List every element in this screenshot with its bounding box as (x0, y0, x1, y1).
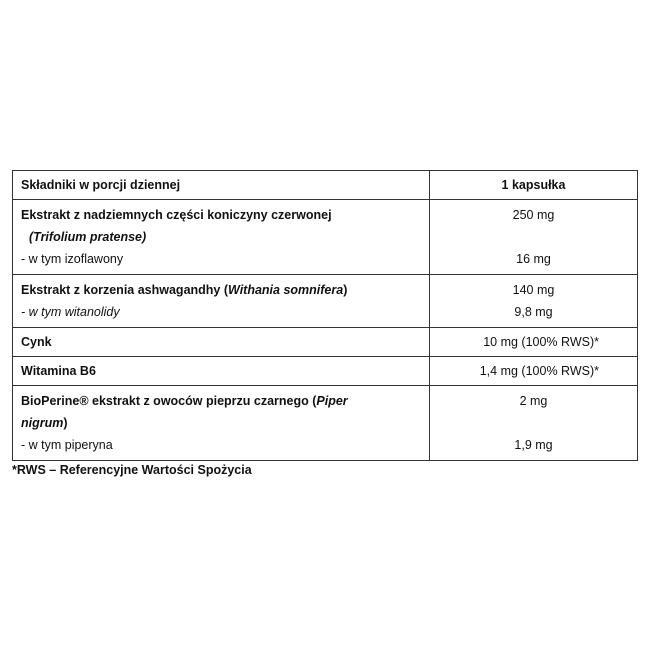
ingredient-name-line (21, 390, 421, 412)
ingredient-sub: - w tym piperyna (21, 438, 113, 452)
ingredient-sub: - w tym witanolidy (21, 305, 120, 319)
ingredient-latin: Withania somnifera (228, 283, 344, 297)
amount-sub-value: 1,9 mg (514, 438, 553, 452)
amount-value: 1,4 mg (100% RWS)* (430, 357, 638, 386)
table-row (13, 386, 638, 461)
footnote: *RWS – Referencyjne Wartości Spożycia (12, 463, 252, 477)
amount-value: 250 mg (512, 208, 555, 222)
amount-sub-value: 16 mg (516, 252, 551, 266)
ingredient-name-line (21, 279, 421, 301)
table-row (13, 200, 638, 275)
header-amount: 1 kapsułka (430, 171, 638, 200)
amount-value: 2 mg (519, 394, 548, 408)
ingredient-name-end: ) (343, 283, 348, 297)
ingredient-name: Witamina B6 (13, 357, 430, 386)
ingredient-cell (13, 386, 430, 461)
ingredient-latin: (Trifolium pratense) (29, 230, 147, 244)
ingredient-latin: Piper (316, 394, 348, 408)
table-row (13, 357, 638, 386)
ingredient-name: Cynk (13, 328, 430, 357)
nutrition-table (12, 170, 638, 461)
amount-cell (430, 200, 638, 275)
amount-value: 140 mg (512, 283, 555, 297)
amount-value: 10 mg (100% RWS)* (430, 328, 638, 357)
table-header-row (13, 171, 638, 200)
header-ingredient: Składniki w porcji dziennej (13, 171, 430, 200)
ingredient-name: Ekstrakt z nadziemnych części koniczyny czerwonej (21, 208, 332, 222)
amount-sub-value: 9,8 mg (514, 305, 553, 319)
ingredient-latin-2: nigrum (21, 416, 64, 430)
table-row (13, 275, 638, 328)
table-row (13, 328, 638, 357)
ingredient-cell (13, 200, 430, 275)
ingredient-name-line-2 (21, 412, 421, 434)
amount-cell (430, 275, 638, 328)
ingredient-name: BioPerine® ekstrakt z owoców pieprzu czarnego ( (21, 394, 317, 408)
amount-cell (430, 386, 638, 461)
ingredient-sub: - w tym izoflawony (21, 252, 124, 266)
ingredient-name: Ekstrakt z korzenia ashwagandhy ( (21, 283, 229, 297)
ingredient-cell (13, 275, 430, 328)
ingredient-name-end: ) (63, 416, 68, 430)
